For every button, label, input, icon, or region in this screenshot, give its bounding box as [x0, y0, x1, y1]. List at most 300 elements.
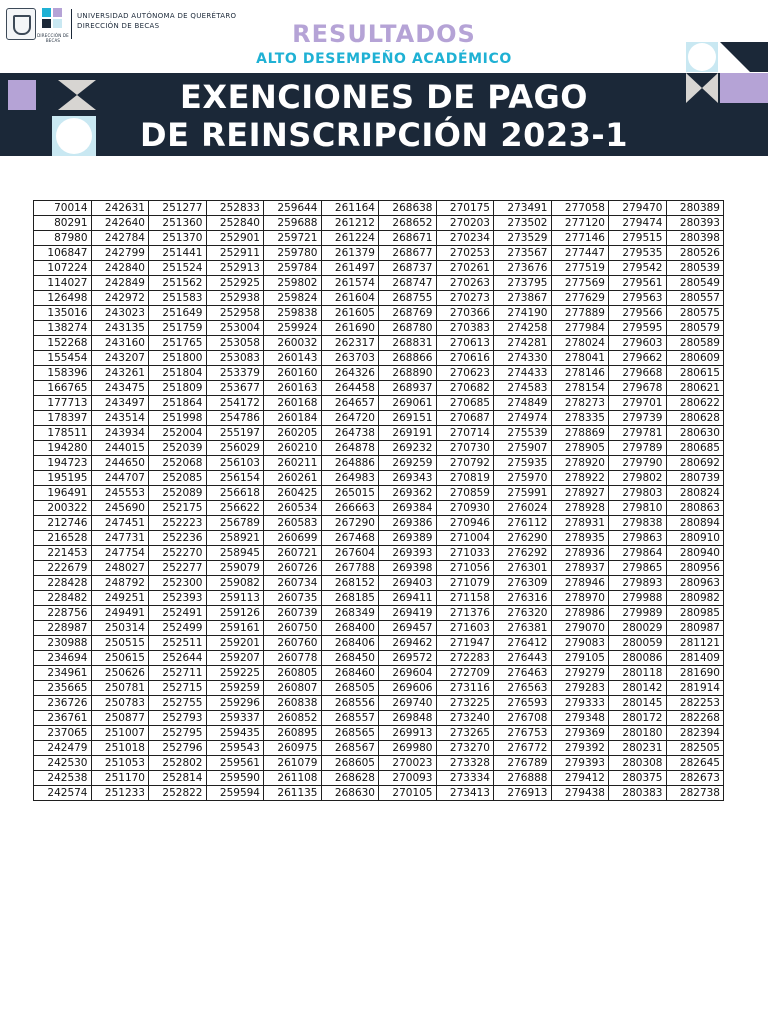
table-cell: 278273 [551, 396, 609, 411]
table-cell: 252004 [149, 426, 207, 441]
table-cell: 279369 [551, 726, 609, 741]
table-cell: 152268 [34, 336, 92, 351]
results-table-container [33, 200, 724, 801]
table-cell: 253379 [206, 366, 264, 381]
table-cell: 280963 [666, 576, 724, 591]
table-cell: 259161 [206, 621, 264, 636]
table-cell: 268450 [321, 651, 379, 666]
table-cell: 280029 [609, 621, 667, 636]
table-cell: 250877 [91, 711, 149, 726]
table-cell: 276112 [494, 516, 552, 531]
table-cell: 247754 [91, 546, 149, 561]
table-cell: 268628 [321, 771, 379, 786]
table-cell: 259721 [264, 231, 322, 246]
table-cell: 87980 [34, 231, 92, 246]
table-cell: 280539 [666, 261, 724, 276]
table-cell: 278922 [551, 471, 609, 486]
table-cell: 252755 [149, 696, 207, 711]
table-cell: 281121 [666, 636, 724, 651]
table-cell: 269151 [379, 411, 437, 426]
table-cell: 251524 [149, 261, 207, 276]
table-cell: 252393 [149, 591, 207, 606]
table-cell: 260699 [264, 531, 322, 546]
table-cell: 242538 [34, 771, 92, 786]
table-cell: 251804 [149, 366, 207, 381]
table-cell: 259924 [264, 321, 322, 336]
table-cell: 279781 [609, 426, 667, 441]
table-cell: 279810 [609, 501, 667, 516]
table-cell: 260838 [264, 696, 322, 711]
table-cell: 279535 [609, 246, 667, 261]
table-cell: 270819 [436, 471, 494, 486]
table-cell: 252068 [149, 456, 207, 471]
table-cell: 252277 [149, 561, 207, 576]
table-cell: 273116 [436, 681, 494, 696]
table-cell: 270859 [436, 486, 494, 501]
table-cell: 268671 [379, 231, 437, 246]
table-cell: 276309 [494, 576, 552, 591]
table-cell: 251053 [91, 756, 149, 771]
table-cell: 273529 [494, 231, 552, 246]
table-cell: 252711 [149, 666, 207, 681]
table-cell: 282268 [666, 711, 724, 726]
table-cell: 268400 [321, 621, 379, 636]
table-cell: 280142 [609, 681, 667, 696]
table-cell: 261212 [321, 216, 379, 231]
table-cell: 276301 [494, 561, 552, 576]
table-cell: 270685 [436, 396, 494, 411]
table-cell: 279802 [609, 471, 667, 486]
table-cell: 273867 [494, 291, 552, 306]
table-cell: 228428 [34, 576, 92, 591]
table-cell: 252840 [206, 216, 264, 231]
table-cell: 264720 [321, 411, 379, 426]
table-cell: 177713 [34, 396, 92, 411]
table-cell: 253004 [206, 321, 264, 336]
table-cell: 279668 [609, 366, 667, 381]
table-cell: 242530 [34, 756, 92, 771]
table-cell: 252175 [149, 501, 207, 516]
table-cell: 228756 [34, 606, 92, 621]
table-cell: 270613 [436, 336, 494, 351]
table-cell: 250615 [91, 651, 149, 666]
table-cell: 269740 [379, 696, 437, 711]
table-cell: 252925 [206, 276, 264, 291]
table-cell: 273795 [494, 276, 552, 291]
table-cell: 278154 [551, 381, 609, 396]
table-cell: 270714 [436, 426, 494, 441]
table-cell: 280982 [666, 591, 724, 606]
table-cell: 242972 [91, 291, 149, 306]
table-cell: 260205 [264, 426, 322, 441]
table-cell: 252499 [149, 621, 207, 636]
table-cell: 275991 [494, 486, 552, 501]
table-cell: 260160 [264, 366, 322, 381]
table-cell: 275539 [494, 426, 552, 441]
table-cell: 260778 [264, 651, 322, 666]
table-row [34, 621, 724, 636]
table-cell: 252802 [149, 756, 207, 771]
table-cell: 242849 [91, 276, 149, 291]
table-cell: 268152 [321, 576, 379, 591]
table-cell: 260534 [264, 501, 322, 516]
table-cell: 278146 [551, 366, 609, 381]
table-cell: 135016 [34, 306, 92, 321]
table-cell: 261690 [321, 321, 379, 336]
table-cell: 251562 [149, 276, 207, 291]
table-row [34, 711, 724, 726]
table-cell: 279393 [551, 756, 609, 771]
table-cell: 278920 [551, 456, 609, 471]
table-cell: 268831 [379, 336, 437, 351]
table-cell: 228987 [34, 621, 92, 636]
table-cell: 250626 [91, 666, 149, 681]
table-cell: 252796 [149, 741, 207, 756]
table-cell: 249251 [91, 591, 149, 606]
table-cell: 279561 [609, 276, 667, 291]
table-cell: 279988 [609, 591, 667, 606]
table-cell: 271033 [436, 546, 494, 561]
table-cell: 261379 [321, 246, 379, 261]
table-cell: 264886 [321, 456, 379, 471]
table-cell: 280059 [609, 636, 667, 651]
table-row [34, 486, 724, 501]
table-cell: 278905 [551, 441, 609, 456]
table-cell: 259201 [206, 636, 264, 651]
table-cell: 278970 [551, 591, 609, 606]
table-cell: 242640 [91, 216, 149, 231]
table-cell: 270093 [379, 771, 437, 786]
table-cell: 279566 [609, 306, 667, 321]
table-cell: 260261 [264, 471, 322, 486]
table-cell: 279864 [609, 546, 667, 561]
table-cell: 251277 [149, 201, 207, 216]
table-cell: 256154 [206, 471, 264, 486]
table-row [34, 321, 724, 336]
table-cell: 279701 [609, 396, 667, 411]
table-cell: 280231 [609, 741, 667, 756]
table-cell: 264326 [321, 366, 379, 381]
table-row [34, 366, 724, 381]
table-cell: 256103 [206, 456, 264, 471]
table-cell: 279790 [609, 456, 667, 471]
table-cell: 268638 [379, 201, 437, 216]
table-cell: 242631 [91, 201, 149, 216]
table-cell: 268406 [321, 636, 379, 651]
table-row [34, 681, 724, 696]
table-cell: 280630 [666, 426, 724, 441]
table-cell: 253677 [206, 381, 264, 396]
table-cell: 260210 [264, 441, 322, 456]
table-cell: 260805 [264, 666, 322, 681]
table-cell: 277447 [551, 246, 609, 261]
table-cell: 271004 [436, 531, 494, 546]
table-cell: 267468 [321, 531, 379, 546]
table-cell: 260211 [264, 456, 322, 471]
table-cell: 264983 [321, 471, 379, 486]
table-cell: 273567 [494, 246, 552, 261]
table-cell: 279438 [551, 786, 609, 801]
table-cell: 280910 [666, 531, 724, 546]
table-row [34, 471, 724, 486]
table-cell: 126498 [34, 291, 92, 306]
table-cell: 272709 [436, 666, 494, 681]
table-row [34, 261, 724, 276]
table-row [34, 696, 724, 711]
table-cell: 259113 [206, 591, 264, 606]
table-cell: 266663 [321, 501, 379, 516]
table-cell: 280575 [666, 306, 724, 321]
table-cell: 194723 [34, 456, 92, 471]
table-cell: 271947 [436, 636, 494, 651]
table-cell: 178397 [34, 411, 92, 426]
table-cell: 268605 [321, 756, 379, 771]
table-cell: 251583 [149, 291, 207, 306]
table-cell: 276292 [494, 546, 552, 561]
table-cell: 268677 [379, 246, 437, 261]
becas-logo-label: DIRECCIÓN DE BECAS [37, 33, 69, 43]
table-cell: 264458 [321, 381, 379, 396]
table-cell: 276443 [494, 651, 552, 666]
table-cell: 216528 [34, 531, 92, 546]
table-row [34, 651, 724, 666]
table-cell: 251649 [149, 306, 207, 321]
table-cell: 251800 [149, 351, 207, 366]
table-cell: 138274 [34, 321, 92, 336]
table-cell: 268652 [379, 216, 437, 231]
table-cell: 281690 [666, 666, 724, 681]
table-cell: 280956 [666, 561, 724, 576]
table-cell: 276563 [494, 681, 552, 696]
table-cell: 270623 [436, 366, 494, 381]
table-cell: 278024 [551, 336, 609, 351]
table-cell: 264878 [321, 441, 379, 456]
table-cell: 243023 [91, 306, 149, 321]
table-cell: 268567 [321, 741, 379, 756]
table-cell: 269259 [379, 456, 437, 471]
table-cell: 280863 [666, 501, 724, 516]
table-cell: 282738 [666, 786, 724, 801]
table-cell: 275907 [494, 441, 552, 456]
table-cell: 268747 [379, 276, 437, 291]
table-cell: 276290 [494, 531, 552, 546]
table-cell: 260734 [264, 576, 322, 591]
table-cell: 278335 [551, 411, 609, 426]
table-cell: 254786 [206, 411, 264, 426]
table-cell: 280739 [666, 471, 724, 486]
table-cell: 260726 [264, 561, 322, 576]
table-cell: 268185 [321, 591, 379, 606]
table-cell: 276381 [494, 621, 552, 636]
table-cell: 252911 [206, 246, 264, 261]
table-cell: 260143 [264, 351, 322, 366]
table-cell: 196491 [34, 486, 92, 501]
table-cell: 276412 [494, 636, 552, 651]
table-cell: 268755 [379, 291, 437, 306]
table-cell: 245553 [91, 486, 149, 501]
table-cell: 280824 [666, 486, 724, 501]
table-cell: 268780 [379, 321, 437, 336]
table-cell: 267788 [321, 561, 379, 576]
banner-title-line-2: DE REINSCRIPCIÓN 2023-1 [140, 116, 628, 154]
table-cell: 267290 [321, 516, 379, 531]
table-cell: 271158 [436, 591, 494, 606]
table-cell: 256029 [206, 441, 264, 456]
table-cell: 260975 [264, 741, 322, 756]
table-cell: 269393 [379, 546, 437, 561]
table-cell: 107224 [34, 261, 92, 276]
table-cell: 269572 [379, 651, 437, 666]
table-cell: 235665 [34, 681, 92, 696]
table-cell: 260895 [264, 726, 322, 741]
table-cell: 200322 [34, 501, 92, 516]
table-cell: 259337 [206, 711, 264, 726]
table-cell: 262317 [321, 336, 379, 351]
table-cell: 259543 [206, 741, 264, 756]
table-cell: 278928 [551, 501, 609, 516]
table-cell: 273225 [436, 696, 494, 711]
table-cell: 277120 [551, 216, 609, 231]
table-cell: 273240 [436, 711, 494, 726]
table-cell: 267604 [321, 546, 379, 561]
table-cell: 280086 [609, 651, 667, 666]
table-cell: 259435 [206, 726, 264, 741]
table-cell: 269191 [379, 426, 437, 441]
table-cell: 280685 [666, 441, 724, 456]
table-row [34, 531, 724, 546]
table-cell: 234694 [34, 651, 92, 666]
table-cell: 259561 [206, 756, 264, 771]
table-cell: 260807 [264, 681, 322, 696]
table-cell: 243934 [91, 426, 149, 441]
table-cell: 260184 [264, 411, 322, 426]
table-row [34, 726, 724, 741]
table-cell: 242784 [91, 231, 149, 246]
table-cell: 259784 [264, 261, 322, 276]
table-cell: 158396 [34, 366, 92, 381]
table-cell: 269389 [379, 531, 437, 546]
table-cell: 269462 [379, 636, 437, 651]
table-cell: 277984 [551, 321, 609, 336]
table-row [34, 741, 724, 756]
table-cell: 106847 [34, 246, 92, 261]
table-cell: 264738 [321, 426, 379, 441]
table-cell: 259207 [206, 651, 264, 666]
table-cell: 261108 [264, 771, 322, 786]
table-cell: 270383 [436, 321, 494, 336]
table-cell: 252270 [149, 546, 207, 561]
table-cell: 252833 [206, 201, 264, 216]
table-cell: 271056 [436, 561, 494, 576]
table-cell: 279083 [551, 636, 609, 651]
table-cell: 243135 [91, 321, 149, 336]
table-cell: 270730 [436, 441, 494, 456]
table-row [34, 426, 724, 441]
table-cell: 259079 [206, 561, 264, 576]
table-cell: 280557 [666, 291, 724, 306]
table-cell: 254172 [206, 396, 264, 411]
table-cell: 260032 [264, 336, 322, 351]
table-cell: 275970 [494, 471, 552, 486]
table-cell: 259082 [206, 576, 264, 591]
table-row [34, 591, 724, 606]
table-cell: 269606 [379, 681, 437, 696]
table-cell: 279333 [551, 696, 609, 711]
table-cell: 259296 [206, 696, 264, 711]
table-row [34, 246, 724, 261]
table-cell: 279803 [609, 486, 667, 501]
table-cell: 80291 [34, 216, 92, 231]
table-cell: 273270 [436, 741, 494, 756]
table-cell: 256622 [206, 501, 264, 516]
table-cell: 250515 [91, 636, 149, 651]
table-cell: 212746 [34, 516, 92, 531]
table-cell: 259802 [264, 276, 322, 291]
table-cell: 277889 [551, 306, 609, 321]
table-cell: 243497 [91, 396, 149, 411]
university-name: UNIVERSIDAD AUTÓNOMA DE QUERÉTARO [77, 12, 237, 20]
table-cell: 261224 [321, 231, 379, 246]
table-cell: 275935 [494, 456, 552, 471]
table-cell: 281914 [666, 681, 724, 696]
table-cell: 274281 [494, 336, 552, 351]
table-cell: 271079 [436, 576, 494, 591]
table-cell: 279542 [609, 261, 667, 276]
table-cell: 261135 [264, 786, 322, 801]
table-cell: 258921 [206, 531, 264, 546]
table-cell: 276316 [494, 591, 552, 606]
table-cell: 244015 [91, 441, 149, 456]
table-cell: 282505 [666, 741, 724, 756]
table-cell: 270946 [436, 516, 494, 531]
table-cell: 276772 [494, 741, 552, 756]
table-cell: 269913 [379, 726, 437, 741]
table-cell: 280894 [666, 516, 724, 531]
table-cell: 268937 [379, 381, 437, 396]
table-cell: 279392 [551, 741, 609, 756]
table-cell: 268890 [379, 366, 437, 381]
table-cell: 252236 [149, 531, 207, 546]
table-cell: 259259 [206, 681, 264, 696]
table-cell: 259688 [264, 216, 322, 231]
table-cell: 274258 [494, 321, 552, 336]
table-row [34, 501, 724, 516]
table-cell: 114027 [34, 276, 92, 291]
table-cell: 195195 [34, 471, 92, 486]
table-cell: 270682 [436, 381, 494, 396]
table-cell: 243514 [91, 411, 149, 426]
table-cell: 269604 [379, 666, 437, 681]
table-cell: 251864 [149, 396, 207, 411]
table-cell: 282673 [666, 771, 724, 786]
table-cell: 252089 [149, 486, 207, 501]
table-row [34, 456, 724, 471]
table-cell: 277629 [551, 291, 609, 306]
table-cell: 279283 [551, 681, 609, 696]
table-cell: 260760 [264, 636, 322, 651]
table-cell: 268557 [321, 711, 379, 726]
table-cell: 265015 [321, 486, 379, 501]
table-cell: 236761 [34, 711, 92, 726]
table-row [34, 351, 724, 366]
table-cell: 270263 [436, 276, 494, 291]
table-cell: 252511 [149, 636, 207, 651]
table-cell: 274849 [494, 396, 552, 411]
table-cell: 270023 [379, 756, 437, 771]
table-cell: 260739 [264, 606, 322, 621]
table-cell: 279470 [609, 201, 667, 216]
table-cell: 279739 [609, 411, 667, 426]
